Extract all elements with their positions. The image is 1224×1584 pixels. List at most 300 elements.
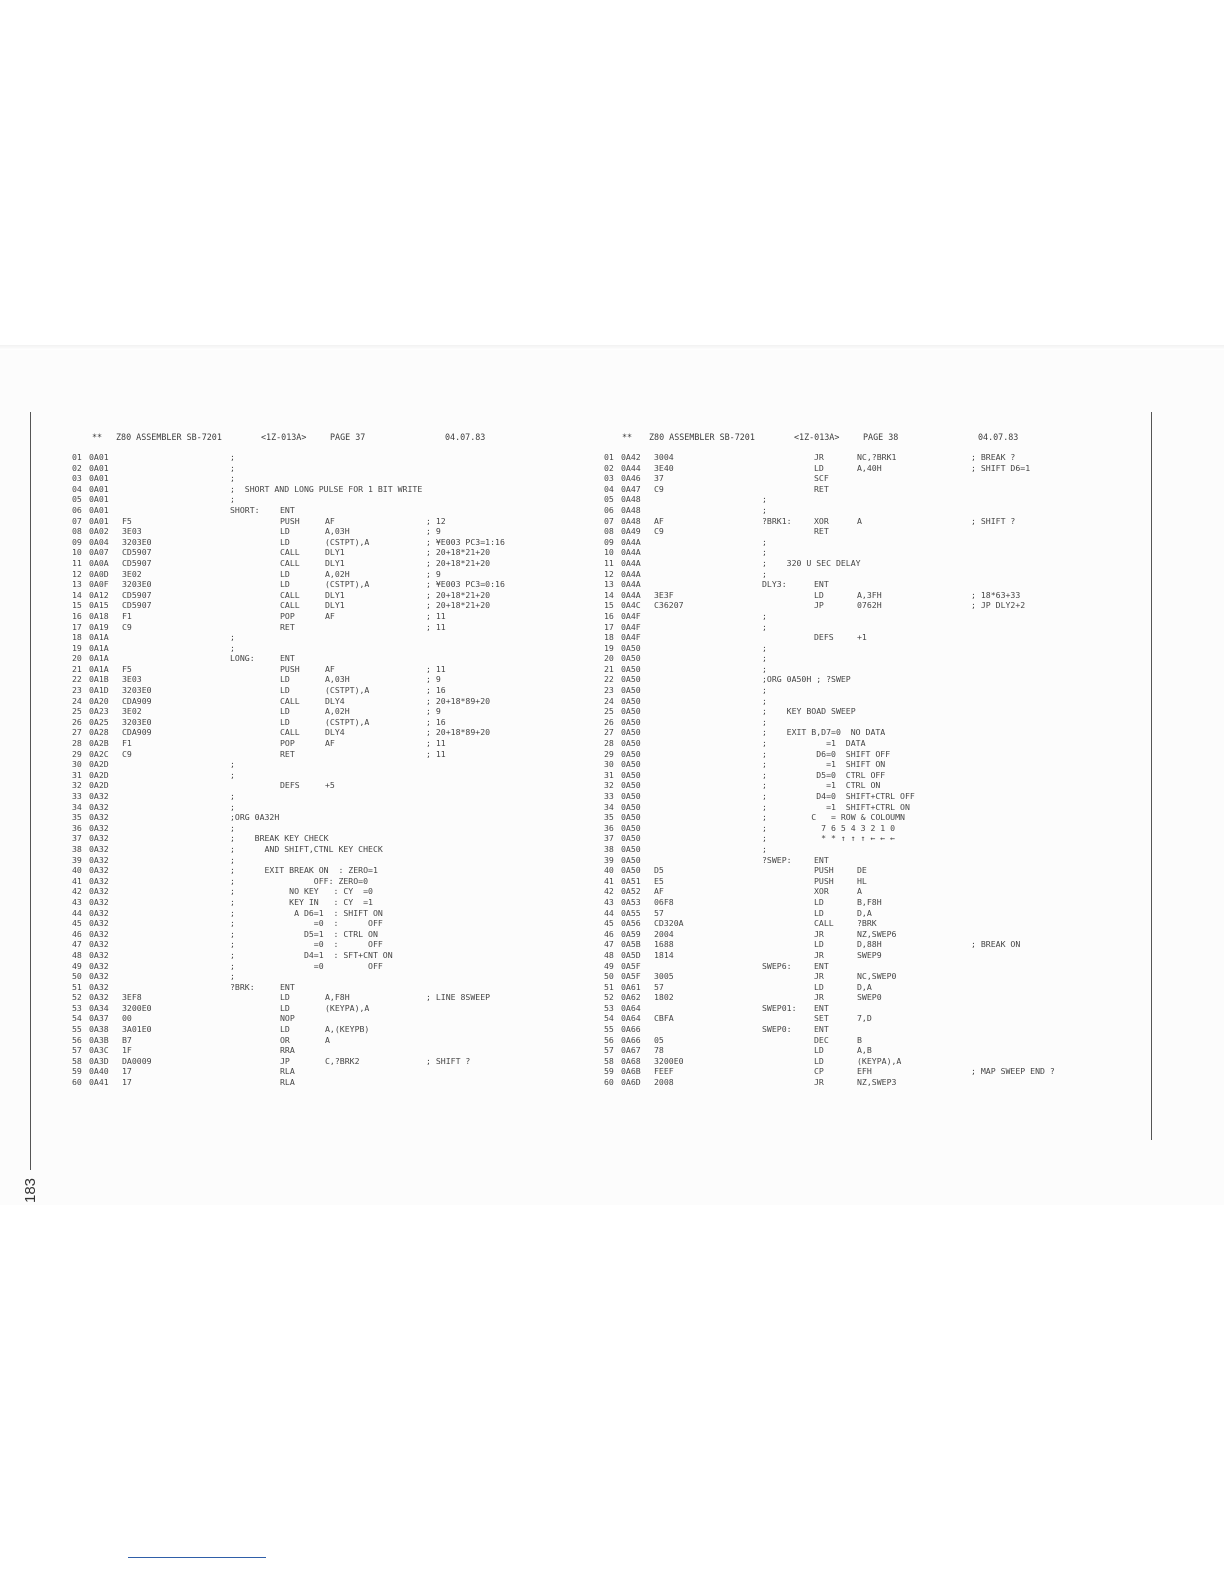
line-object-code: C9: [122, 621, 132, 632]
line-number: 40: [72, 865, 82, 876]
line-address: 0A50: [621, 642, 641, 653]
line-operand: AF: [325, 610, 335, 621]
line-address: 0A4F: [621, 610, 641, 621]
line-mnemonic: JP: [814, 600, 824, 611]
line-comment: ; LINE 8SWEEP: [426, 992, 491, 1003]
line-comment: ; 20+18*89+20: [426, 695, 491, 706]
line-mnemonic: LD: [814, 981, 824, 992]
line-address: 0A59: [621, 928, 641, 939]
line-address: 0A1A: [89, 653, 109, 664]
line-label: ; NO KEY : CY =0: [230, 886, 373, 897]
line-mnemonic: LD: [814, 896, 824, 907]
line-mnemonic: JR: [814, 1077, 824, 1088]
line-number: 39: [72, 854, 82, 865]
header-date: 04.07.83: [978, 432, 1019, 442]
line-label: ; D4=1 : SFT+CNT ON: [230, 949, 393, 960]
line-label: ; D6=0 SHIFT OFF: [762, 748, 891, 759]
line-number: 50: [604, 971, 614, 982]
line-label: ; KEY IN : CY =1: [230, 896, 373, 907]
line-operand: A,40H: [857, 462, 882, 473]
line-mnemonic: PUSH: [280, 515, 300, 526]
line-object-code: 3203E0: [122, 716, 152, 727]
line-label: ;: [230, 822, 235, 833]
line-address: 0A50: [621, 791, 641, 801]
line-label: ; OFF: ZERO=0: [230, 875, 369, 886]
line-label: ;: [762, 610, 767, 621]
line-mnemonic: RET: [280, 621, 295, 632]
line-label: LONG:: [230, 653, 255, 664]
line-operand: +5: [325, 780, 335, 791]
header-date: 04.07.83: [445, 432, 486, 442]
line-label: ;ORG 0A50H ; ?SWEP: [762, 674, 851, 685]
line-operand: D,A: [857, 907, 872, 918]
line-address: 0A50: [621, 738, 641, 749]
line-address: 0A48: [621, 515, 641, 526]
line-operand: (CSTPT),A: [325, 685, 370, 696]
line-operand: A,F8H: [325, 992, 350, 1003]
line-number: 09: [72, 536, 82, 547]
line-address: 0A1A: [89, 642, 109, 653]
line-label: ; BREAK KEY CHECK: [230, 833, 329, 844]
line-number: 02: [72, 462, 82, 473]
line-object-code: D5: [654, 865, 664, 876]
line-number: 57: [604, 1045, 614, 1056]
line-address: 0A12: [89, 589, 109, 600]
line-number: 07: [604, 515, 614, 526]
line-number: 16: [604, 610, 614, 621]
line-mnemonic: LD: [280, 536, 290, 547]
line-address: 0A50: [621, 674, 641, 685]
line-number: 42: [604, 886, 614, 897]
line-number: 31: [72, 769, 82, 780]
line-object-code: 3E3F: [654, 589, 674, 600]
line-object-code: CD5907: [122, 600, 152, 611]
line-comment: ; MAP SWEEP END ?: [971, 1066, 1055, 1077]
line-address: 0A32: [89, 801, 109, 812]
line-address: 0A49: [621, 526, 641, 537]
line-address: 0A25: [89, 716, 109, 727]
line-operand: A,02H: [325, 706, 350, 717]
line-number: 46: [604, 928, 614, 939]
line-label: ;: [762, 685, 767, 696]
line-number: 03: [604, 473, 614, 484]
line-label: ;: [762, 843, 767, 854]
line-address: 0A50: [621, 748, 641, 759]
line-number: 05: [72, 494, 82, 505]
line-address: 0A52: [621, 886, 641, 897]
line-operand: DLY4: [325, 727, 345, 738]
line-mnemonic: ENT: [814, 854, 829, 865]
line-mnemonic: LD: [280, 674, 290, 685]
line-mnemonic: CALL: [280, 557, 300, 568]
line-number: 20: [72, 653, 82, 664]
line-address: 0A50: [621, 759, 641, 770]
page-number: 183: [22, 1177, 39, 1203]
line-number: 06: [72, 504, 82, 515]
line-object-code: CBFA: [654, 1013, 674, 1024]
line-label: ;: [762, 716, 767, 727]
line-number: 10: [604, 547, 614, 558]
line-object-code: 17: [122, 1066, 132, 1077]
line-object-code: CDA909: [122, 727, 152, 738]
line-number: 33: [604, 791, 614, 801]
line-operand: A,03H: [325, 526, 350, 537]
line-label: ; D5=1 : CTRL ON: [230, 928, 378, 939]
line-number: 21: [72, 663, 82, 674]
line-address: 0A1A: [89, 632, 109, 643]
line-mnemonic: LD: [814, 1055, 824, 1066]
line-operand: A,B: [857, 1045, 872, 1056]
line-object-code: C9: [654, 483, 664, 494]
line-address: 0A4A: [621, 589, 641, 600]
line-operand: DLY1: [325, 557, 345, 568]
line-label: DLY3:: [762, 579, 787, 590]
line-operand: A: [325, 1034, 330, 1045]
line-number: 43: [72, 896, 82, 907]
line-mnemonic: JP: [280, 1055, 290, 1066]
line-address: 0A01: [89, 504, 109, 515]
line-address: 0A4A: [621, 536, 641, 547]
line-number: 15: [72, 600, 82, 611]
line-address: 0A66: [621, 1024, 641, 1035]
line-label: ;: [762, 568, 767, 579]
line-operand: A: [857, 886, 862, 897]
line-address: 0A61: [621, 981, 641, 992]
line-object-code: 3203E0: [122, 685, 152, 696]
line-label: ; =1 DATA: [762, 738, 866, 749]
line-number: 09: [604, 536, 614, 547]
header-source: <1Z-013A>: [261, 432, 307, 442]
line-number: 37: [72, 833, 82, 844]
line-address: 0A32: [89, 875, 109, 886]
line-operand: SWEP0: [857, 992, 882, 1003]
line-number: 48: [72, 949, 82, 960]
line-label: ;: [230, 791, 235, 801]
line-number: 58: [604, 1055, 614, 1066]
line-number: 27: [604, 727, 614, 738]
line-number: 14: [72, 589, 82, 600]
line-address: 0A51: [621, 875, 641, 886]
line-label: ;: [762, 695, 767, 706]
line-comment: ; 20+18*89+20: [426, 727, 491, 738]
line-operand: DLY4: [325, 695, 345, 706]
line-label: ; A D6=1 : SHIFT ON: [230, 907, 383, 918]
line-mnemonic: ENT: [814, 579, 829, 590]
line-address: 0A32: [89, 886, 109, 897]
line-operand: EFH: [857, 1066, 872, 1077]
line-label: ; =1 CTRL ON: [762, 780, 881, 791]
line-operand: D,A: [857, 981, 872, 992]
line-operand: +1: [857, 632, 867, 643]
line-mnemonic: POP: [280, 738, 295, 749]
line-address: 0A01: [89, 473, 109, 484]
line-object-code: CD320A: [654, 918, 684, 929]
line-label: ; EXIT B,D7=0 NO DATA: [762, 727, 886, 738]
line-object-code: AF: [654, 886, 664, 897]
line-number: 01: [604, 452, 614, 462]
line-object-code: 17: [122, 1077, 132, 1088]
line-number: 38: [604, 843, 614, 854]
line-label: ; C = ROW & COLOUMN: [762, 812, 905, 823]
line-address: 0A0D: [89, 568, 109, 579]
line-operand: B: [857, 1034, 862, 1045]
line-object-code: 78: [654, 1045, 664, 1056]
line-address: 0A50: [621, 706, 641, 717]
line-label: ;: [762, 536, 767, 547]
line-number: 45: [604, 918, 614, 929]
line-label: ;ORG 0A32H: [230, 812, 280, 823]
line-label: ;: [230, 759, 235, 770]
line-number: 23: [604, 685, 614, 696]
line-operand: AF: [325, 738, 335, 749]
line-mnemonic: PUSH: [280, 663, 300, 674]
line-operand: ?BRK: [857, 918, 877, 929]
line-number: 56: [604, 1034, 614, 1045]
line-comment: ; 20+18*21+20: [426, 600, 491, 611]
line-number: 52: [72, 992, 82, 1003]
line-number: 28: [72, 738, 82, 749]
line-number: 01: [72, 452, 82, 462]
line-label: ;: [762, 621, 767, 632]
line-mnemonic: ENT: [280, 504, 295, 515]
line-address: 0A4A: [621, 568, 641, 579]
line-address: 0A32: [89, 865, 109, 876]
line-address: 0A0F: [89, 579, 109, 590]
line-address: 0A3C: [89, 1045, 109, 1056]
line-mnemonic: ENT: [280, 653, 295, 664]
line-address: 0A2C: [89, 748, 109, 759]
line-address: 0A01: [89, 452, 109, 462]
line-comment: ; 11: [426, 621, 446, 632]
header-page: PAGE 38: [863, 432, 899, 442]
line-label: ;: [230, 462, 235, 473]
line-label: ;: [230, 801, 235, 812]
line-operand: (KEYPA),A: [325, 1002, 370, 1013]
line-address: 0A50: [621, 663, 641, 674]
line-address: 0A32: [89, 854, 109, 865]
line-address: 0A50: [621, 865, 641, 876]
line-address: 0A56: [621, 918, 641, 929]
line-number: 53: [604, 1002, 614, 1013]
line-label: ;: [230, 452, 235, 462]
line-number: 59: [72, 1066, 82, 1077]
line-number: 04: [604, 483, 614, 494]
line-number: 29: [604, 748, 614, 759]
line-mnemonic: SCF: [814, 473, 829, 484]
line-object-code: 57: [654, 907, 664, 918]
line-address: 0A32: [89, 939, 109, 950]
line-mnemonic: LD: [280, 1024, 290, 1035]
line-label: ;: [762, 547, 767, 558]
line-object-code: 06F8: [654, 896, 674, 907]
line-operand: DE: [857, 865, 867, 876]
line-object-code: DA0009: [122, 1055, 152, 1066]
line-object-code: 3A01E0: [122, 1024, 152, 1035]
line-comment: ; 18*63+33: [971, 589, 1021, 600]
line-object-code: 1F: [122, 1045, 132, 1056]
line-number: 51: [72, 981, 82, 992]
line-number: 35: [604, 812, 614, 823]
line-address: 0A01: [89, 494, 109, 505]
line-object-code: CD5907: [122, 557, 152, 568]
line-number: 26: [604, 716, 614, 727]
line-address: 0A64: [621, 1013, 641, 1024]
line-address: 0A15: [89, 600, 109, 611]
line-number: 21: [604, 663, 614, 674]
line-object-code: 3200E0: [654, 1055, 684, 1066]
bottom-link-underline: [128, 1557, 266, 1558]
line-address: 0A2D: [89, 759, 109, 770]
line-address: 0A50: [621, 812, 641, 823]
line-number: 34: [604, 801, 614, 812]
line-mnemonic: OR: [280, 1034, 290, 1045]
line-label: SWEP01:: [762, 1002, 797, 1013]
line-operand: (CSTPT),A: [325, 579, 370, 590]
line-label: ;: [762, 653, 767, 664]
listing-page-38: [604, 432, 1149, 1088]
line-operand: C,?BRK2: [325, 1055, 360, 1066]
line-object-code: CDA909: [122, 695, 152, 706]
line-label: ; 320 U SEC DELAY: [762, 557, 861, 568]
line-address: 0A32: [89, 960, 109, 971]
line-address: 0A2D: [89, 780, 109, 791]
line-mnemonic: LD: [280, 706, 290, 717]
line-address: 0A50: [621, 716, 641, 727]
line-comment: ; SHIFT ?: [971, 515, 1016, 526]
line-label: ;: [230, 971, 235, 982]
line-comment: ; 20+18*21+20: [426, 589, 491, 600]
line-address: 0A0A: [89, 557, 109, 568]
line-operand: A,02H: [325, 568, 350, 579]
line-mnemonic: CALL: [280, 589, 300, 600]
line-comment: ; JP DLY2+2: [971, 600, 1026, 611]
line-address: 0A50: [621, 822, 641, 833]
line-address: 0A62: [621, 992, 641, 1003]
line-operand: A: [857, 515, 862, 526]
line-address: 0A6D: [621, 1077, 641, 1088]
line-operand: 7,D: [857, 1013, 872, 1024]
line-number: 56: [72, 1034, 82, 1045]
line-mnemonic: CALL: [814, 918, 834, 929]
line-object-code: 3E03: [122, 674, 142, 685]
line-comment: ; 16: [426, 716, 446, 727]
line-address: 0A5F: [621, 971, 641, 982]
line-operand: AF: [325, 663, 335, 674]
line-operand: DLY1: [325, 600, 345, 611]
line-address: 0A01: [89, 483, 109, 494]
line-number: 36: [72, 822, 82, 833]
line-object-code: F5: [122, 663, 132, 674]
line-number: 54: [72, 1013, 82, 1024]
line-address: 0A4A: [621, 557, 641, 568]
header-title: Z80 ASSEMBLER SB-7201: [116, 432, 222, 442]
line-number: 32: [72, 780, 82, 791]
line-object-code: 3200E0: [122, 1002, 152, 1013]
line-number: 02: [604, 462, 614, 473]
line-address: 0A46: [621, 473, 641, 484]
line-comment: ; 9: [426, 568, 441, 579]
line-label: SWEP0:: [762, 1024, 792, 1035]
line-mnemonic: LD: [814, 589, 824, 600]
line-mnemonic: RET: [814, 483, 829, 494]
line-address: 0A50: [621, 727, 641, 738]
line-label: ;: [230, 769, 235, 780]
line-number: 37: [604, 833, 614, 844]
line-number: 38: [72, 843, 82, 854]
line-object-code: 3EF8: [122, 992, 142, 1003]
line-number: 13: [604, 579, 614, 590]
line-address: 0A47: [621, 483, 641, 494]
line-address: 0A6B: [621, 1066, 641, 1077]
line-number: 08: [604, 526, 614, 537]
line-object-code: 3203E0: [122, 536, 152, 547]
line-object-code: CD5907: [122, 589, 152, 600]
line-address: 0A4F: [621, 621, 641, 632]
line-number: 46: [72, 928, 82, 939]
line-mnemonic: CP: [814, 1066, 824, 1077]
header-source: <1Z-013A>: [794, 432, 840, 442]
listing-page-37: [72, 432, 600, 1088]
line-operand: A,3FH: [857, 589, 882, 600]
line-address: 0A23: [89, 706, 109, 717]
line-number: 05: [604, 494, 614, 505]
line-address: 0A02: [89, 526, 109, 537]
line-mnemonic: RLA: [280, 1066, 295, 1077]
line-mnemonic: DEFS: [280, 780, 300, 791]
line-comment: ; 9: [426, 526, 441, 537]
line-number: 04: [72, 483, 82, 494]
line-object-code: 37: [654, 473, 664, 484]
line-number: 22: [604, 674, 614, 685]
line-number: 44: [72, 907, 82, 918]
line-object-code: 3005: [654, 971, 674, 982]
line-address: 0A07: [89, 547, 109, 558]
line-object-code: 3203E0: [122, 579, 152, 590]
line-object-code: 00: [122, 1013, 132, 1024]
line-number: 11: [72, 557, 82, 568]
line-object-code: 3E02: [122, 706, 142, 717]
line-mnemonic: CALL: [280, 727, 300, 738]
line-address: 0A44: [621, 462, 641, 473]
line-operand: (CSTPT),A: [325, 536, 370, 547]
line-object-code: 1802: [654, 992, 674, 1003]
line-operand: AF: [325, 515, 335, 526]
line-operand: (KEYPA),A: [857, 1055, 902, 1066]
line-address: 0A50: [621, 843, 641, 854]
line-mnemonic: LD: [280, 992, 290, 1003]
line-mnemonic: XOR: [814, 515, 829, 526]
line-mnemonic: SET: [814, 1013, 829, 1024]
line-address: 0A20: [89, 695, 109, 706]
line-comment: ; ¥E003 PC3=0:16: [426, 579, 505, 590]
line-number: 54: [604, 1013, 614, 1024]
line-address: 0A4F: [621, 632, 641, 643]
line-number: 47: [72, 939, 82, 950]
line-address: 0A32: [89, 971, 109, 982]
line-comment: ; 12: [426, 515, 446, 526]
line-address: 0A50: [621, 854, 641, 865]
line-object-code: 57: [654, 981, 664, 992]
line-label: ;: [230, 632, 235, 643]
line-operand: D,88H: [857, 939, 882, 950]
line-number: 03: [72, 473, 82, 484]
line-address: 0A50: [621, 653, 641, 664]
line-number: 24: [72, 695, 82, 706]
line-number: 59: [604, 1066, 614, 1077]
line-label: ;: [762, 663, 767, 674]
line-mnemonic: JR: [814, 452, 824, 462]
line-address: 0A32: [89, 928, 109, 939]
